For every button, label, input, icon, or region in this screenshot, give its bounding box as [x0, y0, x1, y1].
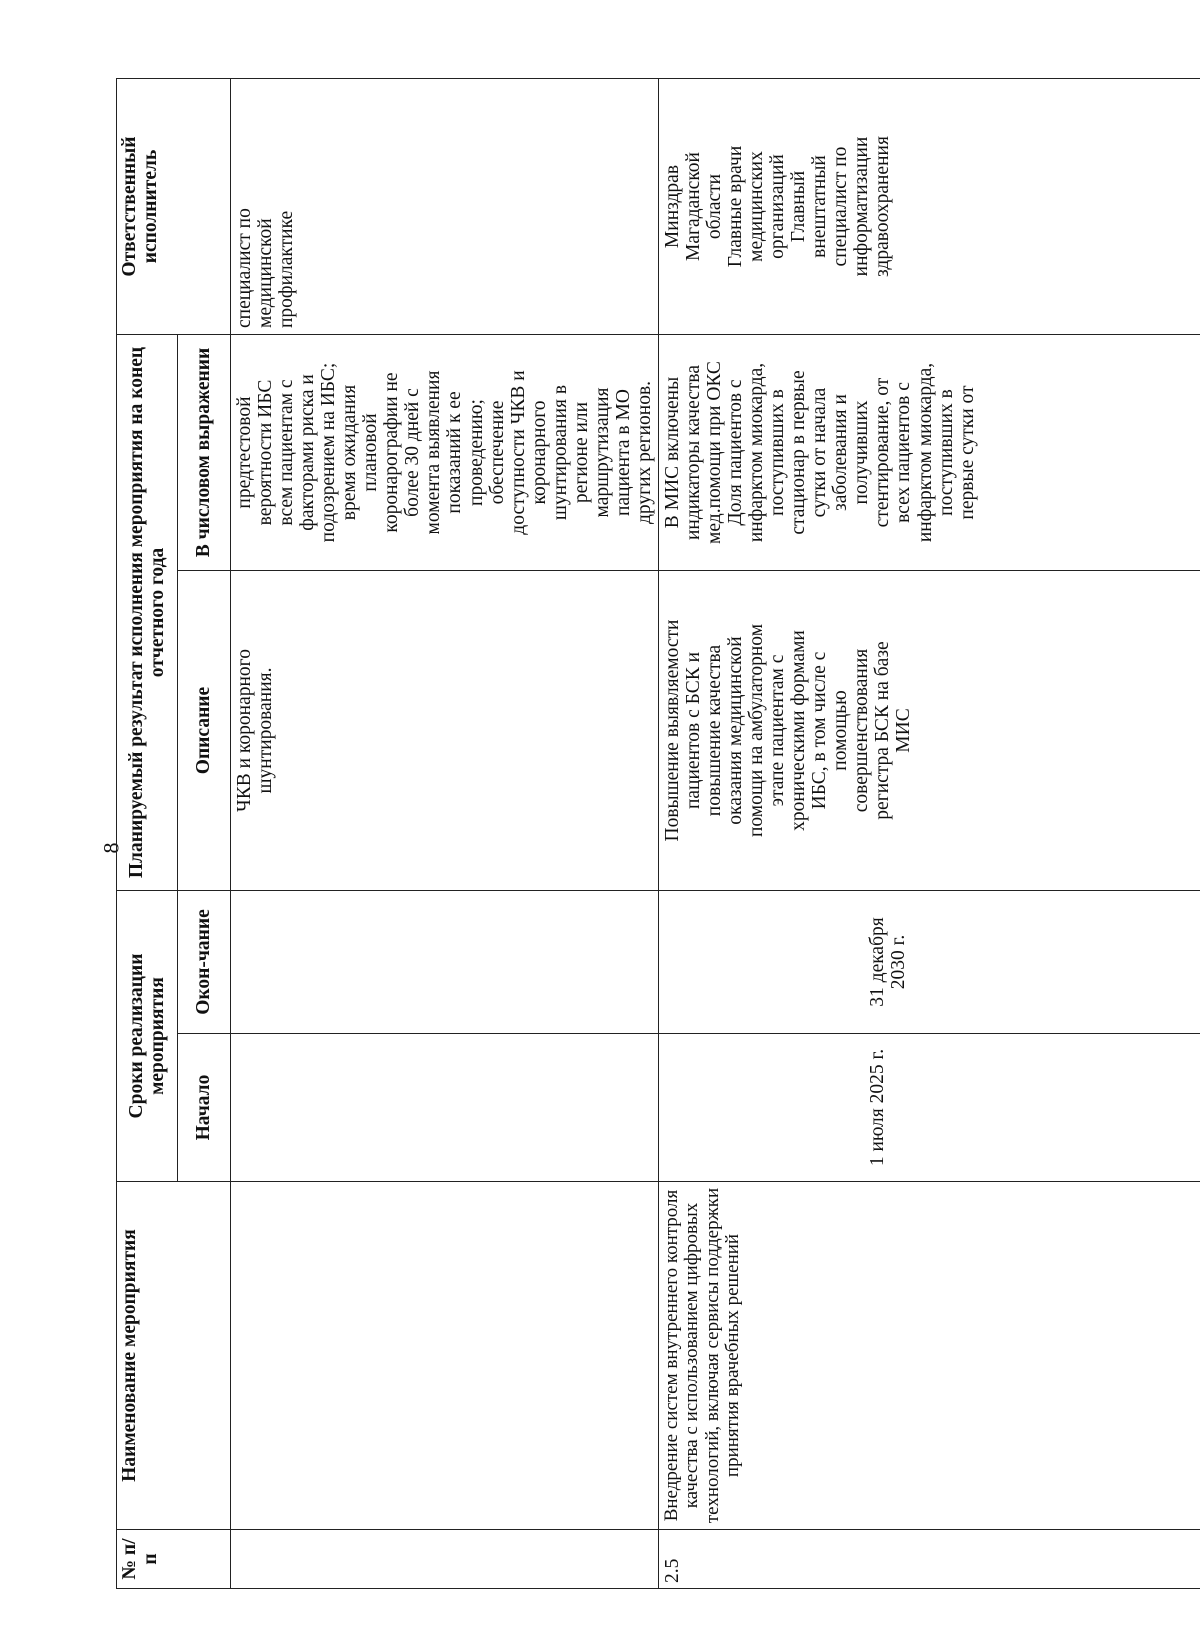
rotated-page — [116, 79, 1116, 1589]
header-end: Окон-чание — [178, 891, 231, 1034]
activities-table — [116, 78, 1200, 1589]
row-responsible: Минздрав Магаданской области Главные врачи медицинских организаций Главный внештатный специалист по информатизации здравоохранения — [658, 79, 1200, 335]
header-responsible: Ответственный исполнитель — [117, 79, 231, 335]
row-num: 2.5 — [658, 1530, 1200, 1589]
row-description: ЧКВ и коронарного шунтирования. — [231, 571, 659, 891]
row-description: Повышение выявляемости пациентов с БСК и повышение качества оказания медицинской помощи на амбулаторном этапе пациентам с хроническими формами ИБС, в том числе с помощью совершенствования регистра БСК на базе МИС — [658, 571, 1200, 891]
header-name: Наименование мероприятия — [117, 1182, 231, 1530]
row-start — [231, 1034, 659, 1182]
header-start: Начало — [178, 1034, 231, 1182]
header-result: Планируемый результат исполнения мероприятия на конец отчетного года — [117, 335, 178, 891]
table-row — [658, 79, 1200, 1589]
row-start: 1 июля 2025 г. — [658, 1034, 1200, 1182]
row-num — [231, 1530, 659, 1589]
header-terms: Сроки реализации мероприятия — [117, 891, 178, 1182]
row-name: Внедрение систем внутреннего контроля качества с использованием цифровых технологий, включая сервисы поддержки принятия врачебных решений — [658, 1182, 1200, 1530]
row-end: 31 декабря 2030 г. — [658, 891, 1200, 1034]
page-number: 8 — [98, 842, 124, 854]
row-numeric: предтестовой вероятности ИБС всем пациентам с факторами риска и подозрением на ИБС; время ожидания плановой коронарографии не более 30 дней с момента выявления показаний к ее проведению; обеспечение доступности ЧКВ и коронарного шунтирования в регионе или маршрутизация пациента в МО других регионов. — [231, 335, 659, 571]
header-numeric: В числовом выражении — [178, 335, 231, 571]
header-row-1 — [117, 79, 178, 1589]
row-numeric: В МИС включены индикаторы качества мед.помощи при ОКС Доля пациентов с инфарктом миокарда, поступивших в стационар в первые сутки от начала заболевания и получивших стентирование, от всех пациентов с инфарктом миокарда, поступивших в первые сутки от — [658, 335, 1200, 571]
header-description: Описание — [178, 571, 231, 891]
row-end — [231, 891, 659, 1034]
row-name — [231, 1182, 659, 1530]
header-num: № п/п — [117, 1530, 231, 1589]
row-responsible: специалист по медицинской профилактике — [231, 79, 659, 335]
table-row — [231, 79, 659, 1589]
